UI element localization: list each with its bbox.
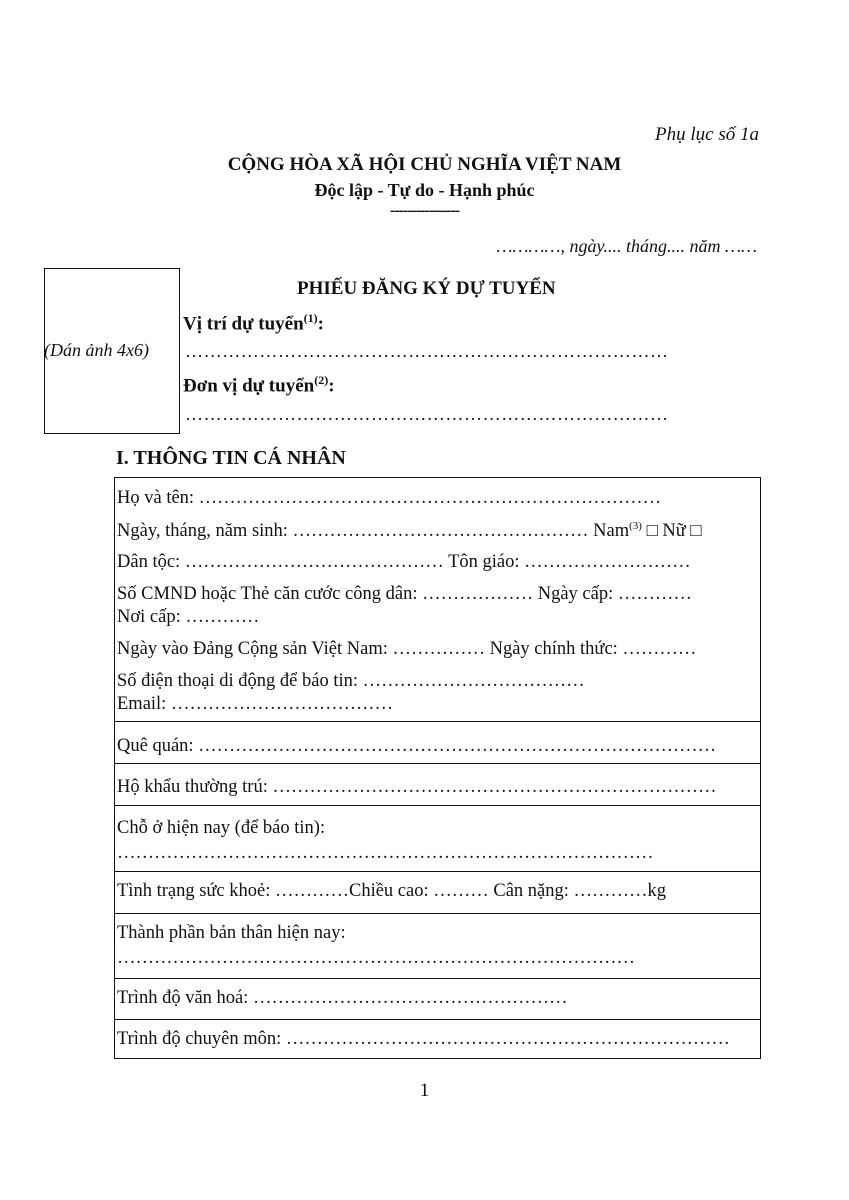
unit-note: (2) [314,373,329,387]
social-status-label: Thành phần bản thân hiện nay: [117,923,346,943]
row-divider [115,805,760,806]
specialty-field[interactable]: Trình độ chuyên môn: ……………………………………………………………… [117,1029,730,1049]
position-input-line[interactable]: …………………………………………………………………… [185,341,669,361]
residence-field[interactable]: Hộ khẩu thường trú: ……………………………………………………………… [117,777,717,797]
id-place-field[interactable]: Nơi cấp: ………… [117,607,260,627]
education-field[interactable]: Trình độ văn hoá: …………………………………………… [117,988,568,1008]
position-note: (1) [303,311,318,325]
health-field[interactable]: Tình trạng sức khoẻ: …………Chiều cao: ……… Cân nặng: …………kg [117,881,667,901]
current-address-label: Chỗ ở hiện nay (để báo tin): [117,818,326,838]
form-title: PHIẾU ĐĂNG KÝ DỰ TUYỂN [297,278,556,299]
date-line: …………, ngày.... tháng.... năm …… [496,236,757,256]
row-divider [115,871,760,872]
current-address-field[interactable]: …………………………………………………………………………… [117,843,654,863]
national-title: CỘNG HÒA XÃ HỘI CHỦ NGHĨA VIỆT NAM [227,154,622,175]
gender-note: (3) [629,520,642,532]
party-field[interactable]: Ngày vào Đảng Cộng sản Việt Nam: …………… Ngày chính thức: ………… [117,639,697,659]
header-divider: ---------------- [389,202,460,219]
photo-label: (Dán ảnh 4x6) [44,340,149,360]
id-card-field[interactable]: Số CMND hoặc Thẻ căn cước công dân: ……………… Ngày cấp: ………… [117,584,692,604]
row-divider [115,763,760,764]
position-label-text: Vị trí dự tuyển [183,313,304,335]
hometown-field[interactable]: Quê quán: ………………………………………………………………………… [117,736,717,756]
unit-label-text: Đơn vị dự tuyển [183,375,315,397]
full-name-field[interactable]: Họ và tên: ………………………………………………………………… [117,488,662,508]
row-divider [115,913,760,914]
position-label [183,311,324,335]
unit-label [183,373,335,397]
appendix-label: Phụ lục số 1a [655,124,759,145]
gender-checkboxes[interactable]: □ Nữ □ [641,521,702,542]
national-motto: Độc lập - Tự do - Hạnh phúc [314,180,535,200]
row-divider [115,721,760,722]
section-personal-info-title: I. THÔNG TIN CÁ NHÂN [116,447,346,469]
unit-colon: : [328,375,335,397]
email-field[interactable]: Email: ……………………………… [117,694,393,714]
ethnicity-religion-field[interactable]: Dân tộc: …………………………………… Tôn giáo: ……………………… [117,552,691,572]
dob-gender-field[interactable] [117,520,702,542]
unit-input-line[interactable]: …………………………………………………………………… [185,404,669,424]
phone-field[interactable]: Số điện thoại di động để báo tin: ……………………………… [117,671,585,691]
page-number: 1 [419,1080,430,1101]
social-status-field[interactable]: ………………………………………………………………………… [117,948,635,968]
position-colon: : [317,313,324,335]
dob-text: Ngày, tháng, năm sinh: ………………………………………… Nam [117,521,630,542]
row-divider [115,978,760,979]
row-divider [115,1019,760,1020]
